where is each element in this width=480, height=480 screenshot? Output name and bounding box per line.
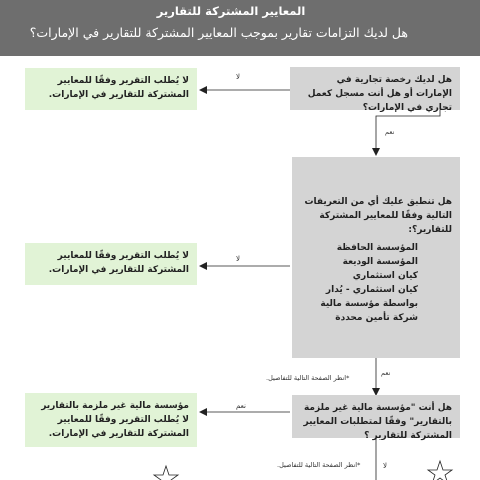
question-2-box — [292, 157, 460, 358]
result-2-box — [25, 243, 197, 285]
q2-note: *انظر الصفحة التالية للتفاصيل. — [266, 374, 350, 382]
main-question: هل لديك التزامات تقارير بموجب المعايير المشتركة للتقارير في الإمارات؟ — [29, 25, 408, 40]
q1-yes-label: نعم — [385, 128, 395, 136]
question-3-text: هل أنت "مؤسسة مالية غير ملزمة بالتقارير" وفقًا لمتطلبات المعايير المشتركة للتقارير ؟ — [303, 403, 452, 441]
question-2-text: هل تنطبق عليك أي من التعريفات التالية وفقًا للمعايير المشتركة للتقارير؟: — [304, 197, 452, 235]
star-icon — [154, 466, 178, 480]
question-3-box — [292, 395, 460, 441]
list-item: شركة تأمين محددة — [335, 313, 418, 323]
result-3-text: لا يُطلب التقرير وفقًا للمعايير المشتركة للتقارير في الإمارات. — [48, 415, 189, 439]
question-1-text: هل لديك رخصة تجارية في الإمارات أو هل أنت مسجل كعمل تجاري في الإمارات؟ — [307, 75, 452, 113]
result-3-box — [25, 393, 197, 447]
q2-yes-label: نعم — [381, 369, 391, 377]
list-item: كيان استثماري — [352, 271, 418, 281]
list-item: كيان استثماري - يُدار بواسطة مؤسسة مالية — [320, 285, 418, 309]
star-icon — [428, 461, 452, 480]
q1-no-label: لا — [236, 73, 240, 81]
list-item: المؤسسة الوديعة — [342, 257, 418, 267]
page-title: المعايير المشتركة للتقارير — [156, 4, 306, 18]
q3-yes-label: نعم — [236, 402, 246, 410]
list-item: المؤسسة الحافظة — [336, 243, 418, 253]
question-1-box — [290, 67, 460, 113]
result-2-text: لا يُطلب التقرير وفقًا للمعايير المشتركة للتقارير في الإمارات. — [48, 251, 189, 275]
q3-note: *انظر الصفحة التالية للتفاصيل. — [277, 461, 361, 469]
result-3-title: مؤسسة مالية غير ملزمة بالتقارير — [41, 401, 189, 411]
q3-no-label: لا — [383, 462, 387, 470]
q2-no-label: لا — [236, 255, 240, 263]
result-1-box — [25, 68, 197, 110]
result-1-text: لا يُطلب التقرير وفقًا للمعايير المشتركة للتقارير في الإمارات. — [48, 76, 189, 100]
definitions-list — [300, 241, 452, 325]
